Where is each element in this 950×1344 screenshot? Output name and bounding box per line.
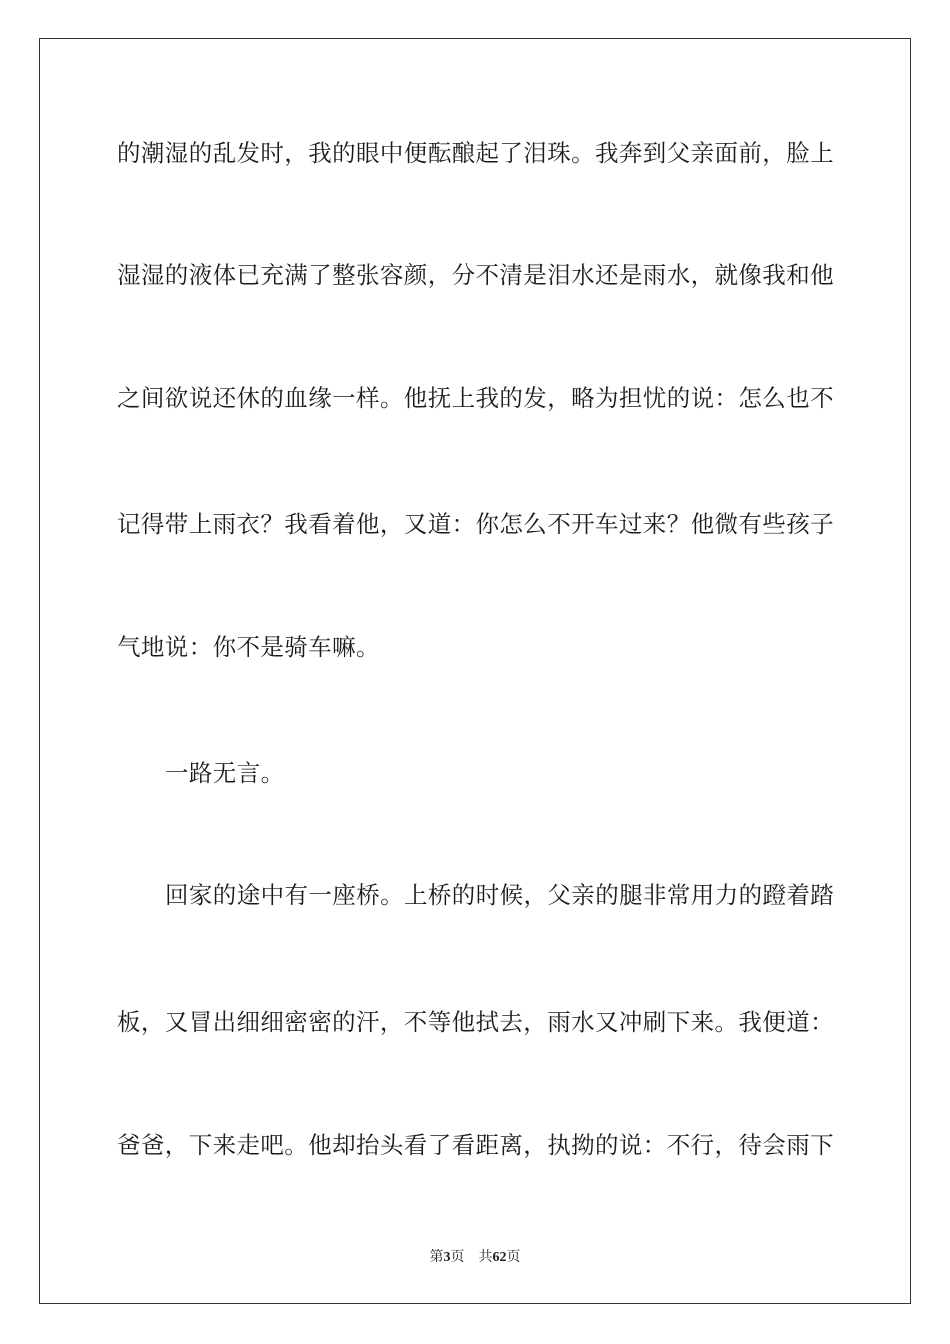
text-line-1: 的潮湿的乱发时，我的眼中便酝酿起了泪珠。我奔到父亲面前，脸上	[117, 139, 834, 167]
text-line-4: 记得带上雨衣？我看着他，又道：你怎么不开车过来？他微有些孩子	[117, 510, 834, 538]
page-number: 3	[443, 1250, 451, 1265]
total-prefix: 共	[478, 1249, 493, 1265]
page-footer	[0, 1248, 950, 1267]
text-line-9: 爸爸，下来走吧。他却抬头看了看距离，执拗的说：不行，待会雨下	[117, 1131, 834, 1159]
text-line-8: 板，又冒出细细密密的汗，不等他拭去，雨水又冲刷下来。我便道：	[117, 1008, 834, 1036]
total-pages: 62	[492, 1250, 507, 1265]
text-line-5: 气地说：你不是骑车嘛。	[117, 633, 380, 661]
text-line-2: 湿湿的液体已充满了整张容颜，分不清是泪水还是雨水，就像我和他	[117, 261, 834, 289]
page-prefix: 第	[429, 1249, 444, 1265]
total-suffix: 页	[506, 1249, 521, 1265]
text-line-3: 之间欲说还休的血缘一样。他抚上我的发，略为担忧的说：怎么也不	[117, 384, 834, 412]
text-line-6: 一路无言。	[165, 759, 285, 787]
page-border	[39, 38, 911, 1304]
page-suffix: 页	[450, 1249, 465, 1265]
text-line-7: 回家的途中有一座桥。上桥的时候，父亲的腿非常用力的蹬着踏	[165, 881, 835, 909]
